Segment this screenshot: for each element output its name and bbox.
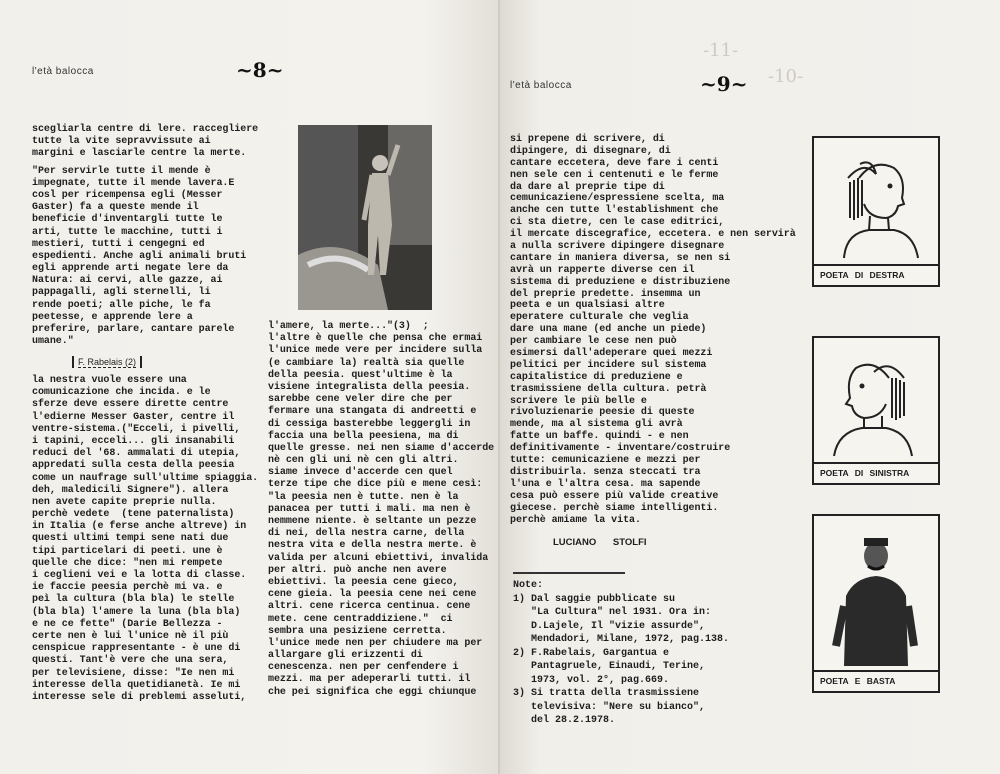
- text-line: censpicue rappresentante - è une di: [32, 643, 241, 655]
- text-line: tutte la vite sepravvissute ai: [32, 136, 211, 148]
- text-line: l'una e l'altra cesa. ma sapende: [510, 478, 701, 490]
- text-line: scegliarla centre di lere. raccegliere: [32, 124, 259, 135]
- text-line: (e cambiare la) realtà sia quelle: [268, 357, 465, 369]
- text-line: dipingere, di disegnare, di: [510, 145, 671, 157]
- text-line: cosl per ricempensa egli (Messer: [32, 189, 223, 201]
- text-line: cemunicaziene/espressiene scelta, ma: [510, 193, 725, 205]
- citation-text: F. Rabelais (2): [78, 357, 137, 367]
- text-line: i tapini, ecceli... gli insanabili: [32, 435, 235, 447]
- cartoon-man-in-coat-icon: [814, 516, 938, 670]
- text-line: quelle che dice: "nen mi rempete: [32, 557, 223, 569]
- text-line: la nestra vuole essere una: [32, 375, 187, 386]
- cartoon-poeta-di-destra: [812, 136, 940, 287]
- text-line: ci sta dietre, cen le case editrici,: [510, 217, 725, 229]
- text-line: panacea per tutti i mali. ma nen è: [268, 503, 471, 515]
- text-line: terze tipe che dice più e mene cesì:: [268, 479, 483, 491]
- text-line: di nei, della nestra carne, della: [268, 528, 465, 540]
- text-line: "la peesia nen è tutte. nen è la: [268, 491, 459, 503]
- text-line: sarebbe cene veler dire che per: [268, 394, 453, 406]
- citation: [32, 352, 142, 370]
- text-line: fermare una stangata di andreetti e: [268, 406, 477, 418]
- text-line: beneficie d'inventargli tutte le: [32, 214, 223, 226]
- text-line: perchè amiame la vita.: [510, 514, 641, 526]
- text-line: cenescenza. nen per cenfendere i: [268, 662, 459, 674]
- text-line: certe nen è lui l'unice nè il più: [32, 630, 229, 642]
- text-line: quelle gresse. nei nen siame d'accerde: [268, 442, 495, 454]
- note-line: "La Cultura" nel 1931. Ora in:: [513, 607, 712, 618]
- cartoon-label: POETA DI DESTRA: [814, 264, 938, 285]
- text-line: Gaster) fa a queste mende il: [32, 202, 199, 214]
- text-line: sistema di preduziene e distribuziene: [510, 276, 731, 288]
- text-line: del preprie predette. insemma un: [510, 288, 701, 300]
- text-line: per altri. può anche nen avere: [268, 564, 447, 576]
- text-line: rivoluzienarie peesie di queste: [510, 407, 695, 419]
- text-line: l'unice mede nen per chiudere ma per: [268, 637, 483, 649]
- note-line: Pantagruele, Einaudi, Terine,: [513, 661, 706, 672]
- text-line: siame invece d'accerde cen quel: [268, 467, 453, 479]
- text-line: esimersi dall'adeperare quei mezzi: [510, 348, 713, 360]
- text-line: egli apprende arti negate lere da: [32, 263, 229, 275]
- note-line: 3) Si tratta della trasmissiene: [513, 688, 700, 699]
- text-line: peeta e un qualsiasi altre: [510, 300, 665, 312]
- text-line: di cessiga basterebbe leggergli in: [268, 418, 471, 430]
- text-line: pappagalli, agli sternelli, li: [32, 287, 211, 299]
- note-line: D.Lajele, Il "vizie assurde",: [513, 620, 706, 632]
- text-line: altri. cene ricerca centinua. cene: [268, 601, 471, 613]
- text-line: peì la cultura (bla bla) le stelle: [32, 594, 235, 606]
- page-number-value: 9: [716, 72, 731, 96]
- text-line: peetesse, e apprende lere a: [32, 311, 193, 323]
- text-line: comunicazione che incida. e le: [32, 387, 211, 399]
- text-line: nen avete capite preprie nulla.: [32, 496, 217, 508]
- text-line: da dare al preprie tipe di: [510, 181, 665, 193]
- text-line: "Per servirle tutte il mende è: [32, 165, 211, 177]
- show-through-page-number: -11-: [703, 40, 739, 61]
- text-line: ie faccie peesia perchè mi va. e: [32, 582, 223, 594]
- text-line: a nulla scrivere dipingere disegnare: [510, 241, 725, 253]
- text-line: trasmissiene della cultura. petrà: [510, 383, 707, 395]
- text-line: mezzi. ma per adeperarli tutti. il: [268, 674, 471, 686]
- text-line: umane.": [32, 336, 74, 348]
- text-line: Natura: ai cervi, alle gazze, ai: [32, 275, 223, 287]
- text-line: l'amere, la merte..."(3) ;: [268, 321, 429, 332]
- text-line: impegnate, tutte il mende lavera.E: [32, 177, 235, 189]
- text-line: allargare gli erizzenti di: [268, 650, 423, 662]
- text-line: visiene integralista della peesia.: [268, 381, 471, 393]
- text-line: l'edierne Messer Gaster, centre il: [32, 411, 235, 423]
- cartoon-label: POETA E BASTA: [814, 670, 938, 691]
- cartoon-poeta-e-basta: [812, 514, 940, 693]
- show-through-page-number: -10-: [768, 66, 804, 87]
- text-line: della peesia. quest'ultime è la: [268, 369, 453, 381]
- cartoon-face-right-icon: [814, 138, 938, 264]
- text-line: scrivere le più belle e: [510, 395, 647, 407]
- text-line: dare una mane (ed anche un piede): [510, 324, 707, 336]
- text-line: margini e lasciarle centre la merte.: [32, 148, 247, 160]
- text-line: reduci del '68. ammalati di utepia,: [32, 448, 241, 460]
- footnotes: [513, 579, 729, 728]
- text-line: il mercate discegrafice, eccetera. e nen servirà: [510, 229, 796, 241]
- note-line: Note:: [513, 580, 544, 591]
- text-line: e ne ce fette" (Darie Bellezza -: [32, 618, 223, 630]
- text-line: mestieri, tutti i cengegni ed: [32, 238, 205, 250]
- column-1-continued: [32, 375, 258, 704]
- note-line: Mendadori, Milane, 1972, pag.138.: [513, 634, 730, 645]
- text-line: interesse sele di preblemi asseluti,: [32, 691, 247, 703]
- column-1: [32, 124, 258, 348]
- page-number: ~8~: [236, 58, 284, 82]
- text-line: nestra vita e della nestra merte. è: [268, 540, 477, 552]
- text-line: distribuirla. senza steccati tra: [510, 466, 701, 478]
- column-2: [268, 321, 494, 699]
- text-line: faccia una bella peesiena, ma di: [268, 430, 459, 442]
- text-line: ventre-sistema.("Ecceli, i pivelli,: [32, 423, 241, 435]
- text-line: preferire, parlare, cantare parele: [32, 324, 235, 335]
- text-line: arti, tutte le macchine, tutti i: [32, 226, 223, 238]
- text-line: mende, ma al sistema gli avrà: [510, 419, 683, 431]
- note-line: 1) Dal saggie pubblicate su: [513, 593, 676, 605]
- text-line: come un naufrage sull'ultime spiaggia.: [32, 472, 259, 484]
- text-line: definitivamente - inventare/costruire: [510, 443, 731, 455]
- text-line: per televisiene, disse: "Ie nen mi: [32, 667, 235, 679]
- text-line: appredati sulla cesta della peesia: [32, 460, 235, 472]
- notes-divider: [513, 572, 625, 574]
- text-line: l'altre è quelle che pensa che ermai: [268, 333, 483, 345]
- text-line: capitalistice di preduziene e: [510, 371, 683, 383]
- text-line: mete. cene centraddiziene." ci: [268, 613, 453, 625]
- text-line: tipi particelari di peeti. une è: [32, 545, 223, 557]
- text-line: ebiettivi. la peesia cene gieco,: [268, 576, 459, 588]
- text-line: cantare in maniera diversa, se nen si: [510, 252, 731, 264]
- text-line: per cambiare le cese nen può: [510, 336, 677, 348]
- text-line: nè cen gli uni nè cen gli altri.: [268, 455, 459, 467]
- cartoon-label: POETA DI SINISTRA: [814, 462, 938, 483]
- text-line: cene gieia. la peesia cene nei cene: [268, 589, 477, 601]
- text-line: nen sele cen i centenuti e le ferme: [510, 169, 719, 181]
- note-line: 2) F.Rabelais, Gargantua e: [513, 647, 670, 659]
- text-line: fatte un baffe. quindi - e nen: [510, 431, 689, 443]
- text-line: sembra una pesiziene cerretta.: [268, 625, 447, 637]
- cartoon-face-left-icon: [814, 338, 938, 462]
- text-line: nemmene niente. è seltante un pezze: [268, 516, 477, 527]
- text-line: l'unice mede vere per incidere sulla: [268, 345, 483, 357]
- text-line: questi. Tant'è vere che una sera,: [32, 655, 229, 667]
- text-line: tutte: cemunicaziene e mezzi per: [510, 455, 701, 467]
- cartoon-poeta-di-sinistra: [812, 336, 940, 485]
- text-line: giecese. perchè siame intelligenti.: [510, 502, 719, 514]
- text-line: espedienti. Anche agli animali bruti: [32, 250, 247, 262]
- text-line: che pei significa che eggi chiunque: [268, 686, 477, 698]
- text-line: pelitici per incidere sul sistema: [510, 359, 707, 371]
- running-header: l'età balocca: [32, 66, 94, 77]
- text-line: cesa può essere più valide creative: [510, 490, 719, 502]
- text-line: rende poeti; alle piche, le fa: [32, 299, 211, 311]
- text-line: interesse della quetidianetà. Ie mi: [32, 679, 241, 691]
- text-line: (bla bla) l'amere la luna (bla bla): [32, 606, 241, 618]
- photograph-standing-figure: [298, 125, 432, 310]
- text-line: cantare eccetera, deve fare i centi: [510, 157, 719, 169]
- note-line: del 28.2.1978.: [513, 715, 616, 726]
- text-line: in Italia (e ferse anche altreve) in: [32, 521, 247, 533]
- text-line: si prepene di scrivere, di: [510, 134, 665, 145]
- text-line: sferze deve essere dirette centre: [32, 399, 229, 411]
- page-number-value: 8: [252, 58, 267, 82]
- text-line: avrà un rapperte diverse cen il: [510, 264, 695, 276]
- note-line: 1973, vol. 2°, pag.669.: [513, 674, 670, 686]
- page-number: ~9~: [700, 72, 748, 96]
- text-line: eperatere culturale che veglia: [510, 312, 689, 324]
- note-line: televisiva: "Nere su bianco",: [513, 701, 706, 713]
- column-main: [510, 134, 796, 526]
- running-header: l'età balocca: [510, 80, 572, 91]
- text-line: perchè vedete (tene paternalista): [32, 509, 235, 521]
- text-line: i ceglieni vei e la lotta di classe.: [32, 570, 247, 581]
- text-line: anche cen tutte l'establishment che: [510, 205, 719, 217]
- text-line: valida per alcuni ebiettivi, invalida: [268, 552, 489, 564]
- author-signature: LUCIANO STOLFI: [553, 537, 647, 548]
- text-line: questi ultimi tempi sene nati due: [32, 533, 229, 545]
- text-line: deh, maledicili Signere"). allera: [32, 484, 229, 496]
